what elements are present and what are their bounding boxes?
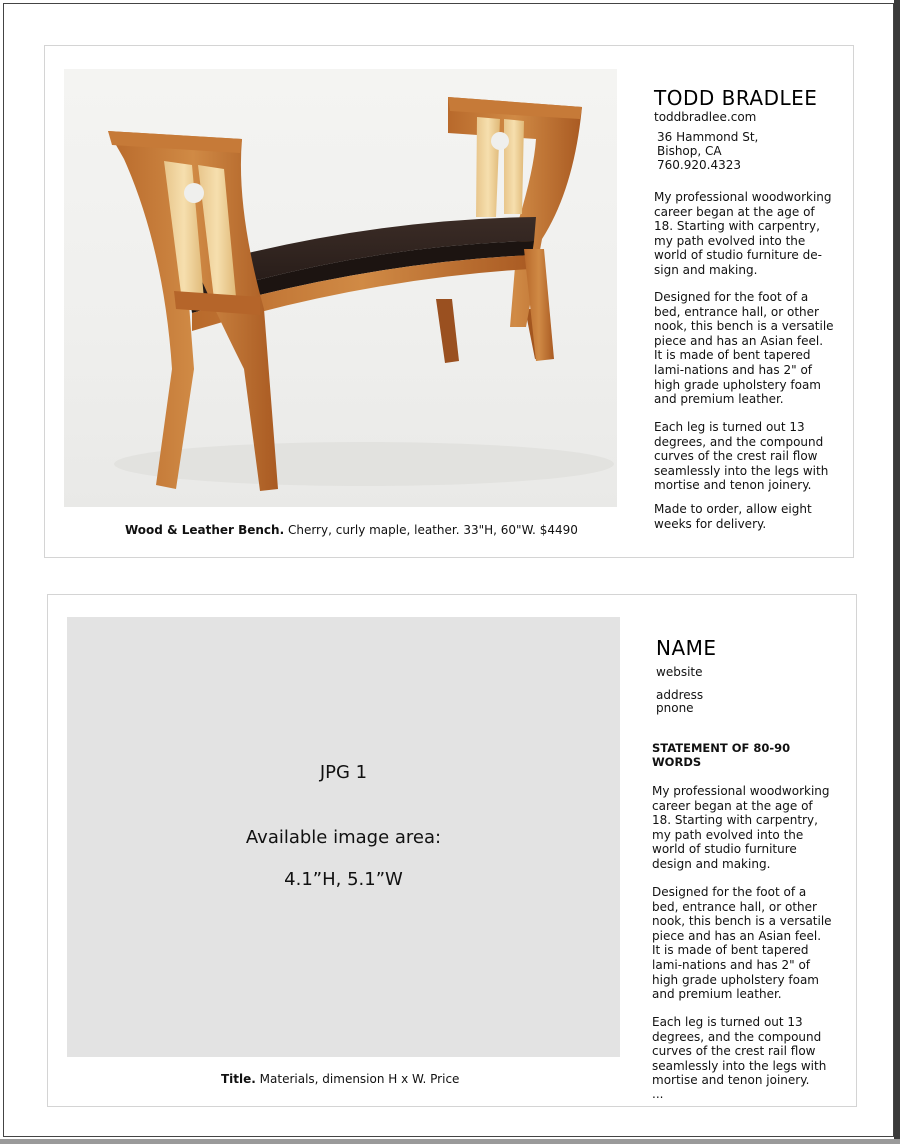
image-placeholder	[67, 617, 620, 1057]
address-line-2: Bishop, CA	[657, 144, 722, 158]
statement-paragraph: Made to order, allow eight weeks for delivery.	[654, 502, 812, 531]
statement-paragraph: Designed for the foot of a bed, entrance hall, or other nook, this bench is a versatile piece and has an Asian feel. It is made of bent tapered lami-nations and has 2" of high grade upholstery foam and premium leather.	[654, 290, 834, 407]
bench-illustration	[64, 69, 617, 507]
template-card	[47, 594, 857, 1107]
caption-details: Cherry, curly maple, leather. 33"H, 60"W. $4490	[284, 523, 578, 537]
window-scrollbar[interactable]	[894, 0, 900, 1144]
statement-heading: STATEMENT OF 80-90 WORDS	[652, 741, 791, 769]
caption-details: Materials, dimension H x W. Price	[255, 1072, 460, 1086]
placeholder-dimensions: 4.1”H, 5.1”W	[284, 869, 403, 890]
window-bottom-edge	[0, 1139, 900, 1144]
example-card	[44, 45, 854, 558]
artist-phone: 760.920.4323	[657, 158, 741, 172]
statement-ellipsis: ...	[652, 1087, 664, 1101]
statement-paragraph: Each leg is turned out 13 degrees, and the compound curves of the crest rail flow seamlessly into the legs with mortise and tenon joinery.	[652, 1015, 827, 1088]
artist-name: TODD BRADLEE	[654, 86, 818, 110]
image-caption	[125, 523, 578, 537]
statement-paragraph: Each leg is turned out 13 degrees, and the compound curves of the crest rail flow seamlessly into the legs with mortise and tenon joinery.	[654, 420, 829, 493]
statement-paragraph: My professional woodworking career began at the age of 18. Starting with carpentry, my path evolved into the world of studio furniture de-sign and making.	[654, 190, 832, 277]
bench-photo	[64, 69, 617, 507]
statement-paragraph: My professional woodworking career began at the age of 18. Starting with carpentry, my path evolved into the world of studio furniture design and making.	[652, 784, 830, 871]
artist-website: website	[656, 665, 703, 679]
artist-website: toddbradlee.com	[654, 110, 757, 124]
placeholder-area-text: Available image area:	[245, 827, 442, 848]
artist-name: NAME	[656, 636, 717, 660]
caption-title: Title.	[221, 1072, 256, 1086]
statement-paragraph: Designed for the foot of a bed, entrance hall, or other nook, this bench is a versatile piece and has an Asian feel. It is made of bent tapered lami-nations and has 2" of high grade upholstery foam and premium leather.	[652, 885, 832, 1002]
caption-title: Wood & Leather Bench.	[125, 523, 285, 537]
placeholder-label: JPG 1	[319, 762, 368, 783]
image-caption	[221, 1072, 459, 1086]
address-line-1: 36 Hammond St,	[657, 130, 759, 144]
artist-address: address	[656, 688, 704, 702]
artist-phone: pnone	[656, 701, 694, 715]
